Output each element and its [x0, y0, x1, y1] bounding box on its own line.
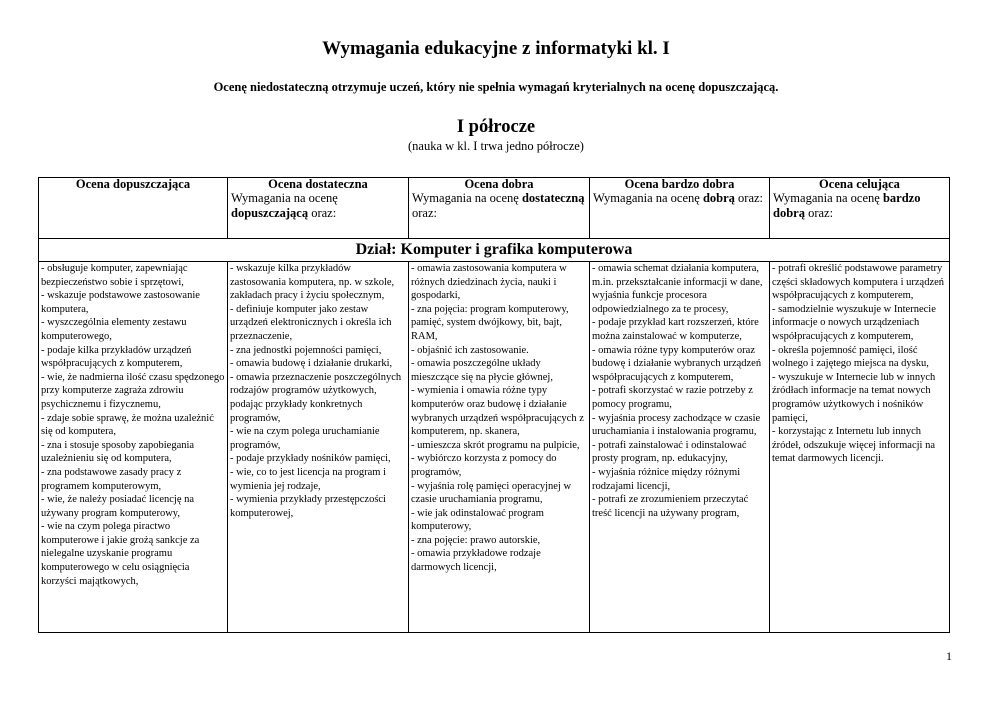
- section-title: Dział: Komputer i grafika komputerowa: [39, 239, 950, 262]
- requirement-item: - wie, że należy posiadać licencję na używany program komputerowy,: [41, 494, 195, 519]
- req-suffix: oraz:: [734, 191, 764, 205]
- requirement-item: - potrafi skorzystać w razie potrzeby z pomocy programu,: [592, 385, 753, 410]
- requirement-item: - podaje kilka przykładów urządzeń współpracujących z komputerem,: [41, 344, 192, 370]
- requirement-item: - wie, że nadmierna ilość czasu spędzonego przy komputerze zagraża zdrowiu psychicznemu i fizycznemu,: [41, 371, 225, 410]
- requirement-item: - zna i stosuje sposoby zapobiegania uzależnieniu się od komputera,: [41, 439, 195, 465]
- requirement-item: - obsługuje komputer, zapewniając bezpieczeństwo sobie i sprzętowi,: [41, 263, 188, 288]
- requirement-item: - wie na czym polega piractwo komputerowe i jakie grożą sankcje za nielegalne uzyskanie programu komputerowego w celu osiągnięcia korzyści majątkowych,: [41, 521, 200, 587]
- requirements-row: [39, 262, 950, 633]
- requirement-item: - zna pojęcia: program komputerowy, pamięć, system dwójkowy, bit, bajt, RAM,: [411, 303, 569, 342]
- requirement-item: - potrafi określić podstawowe parametry części składowych komputera i urządzeń współpracujących z komputerem,: [772, 263, 945, 302]
- requirement-item: - wie na czym polega uruchamianie programów,: [230, 426, 380, 451]
- grading-note: Ocenę niedostateczną otrzymuje uczeń, który nie spełnia wymagań kryterialnych na ocenę dopuszczającą.: [213, 80, 779, 94]
- req-suffix: oraz:: [412, 206, 437, 220]
- requirement-item: - definiuje komputer jako zestaw urządzeń elektronicznych i określa ich przeznaczenie,: [230, 303, 392, 342]
- grade-requirement: [592, 191, 767, 206]
- requirement-item: - umieszcza skrót programu na pulpicie,: [411, 439, 580, 451]
- requirement-item: - korzystając z Internetu lub innych źródeł, odszukuje więcej informacji na temat darmowych licencji.: [772, 426, 935, 465]
- req-grade: dopuszczającą: [231, 206, 309, 220]
- grade-name: Ocena dostateczna: [268, 177, 368, 191]
- grade-requirement: [772, 191, 947, 221]
- header-cell-bardzo-dobra: [590, 178, 770, 239]
- requirement-item: - wyszczególnia elementy zestawu komputerowego,: [41, 317, 187, 342]
- requirement-item: - omawia schemat działania komputera, m.in. przekształcanie informacji w dane, wyjaśnia funkcje procesora odpowiedzialnego za te procesy,: [592, 263, 763, 315]
- semester-subtitle: (nauka w kl. I trwa jedno półrocze): [408, 139, 584, 153]
- requirement-item: - zdaje sobie sprawę, że można uzależnić się od komputera,: [41, 412, 214, 438]
- document-title: Wymagania edukacyjne z informatyki kl. I: [322, 38, 670, 59]
- requirement-item: - wie jak odinstalować program komputerowy,: [411, 507, 544, 533]
- requirement-item: - objaśnić ich zastosowanie.: [411, 344, 529, 356]
- header-row: [39, 178, 950, 239]
- requirement-item: - wie, co to jest licencja na program i wymienia jej rodzaje,: [230, 466, 386, 492]
- requirements-cell-dopuszczajaca: [39, 262, 228, 633]
- requirement-item: - określa pojemność pamięci, ilość wolnego i zajętego miejsca na dysku,: [772, 344, 929, 370]
- requirement-item: - wskazuje podstawowe zastosowanie komputera,: [41, 290, 200, 315]
- req-prefix: Wymagania na ocenę: [773, 191, 883, 205]
- grade-requirement: [411, 191, 587, 221]
- requirement-item: - zna jednostki pojemności pamięci,: [230, 344, 382, 356]
- header-cell-dobra: [409, 178, 590, 239]
- grade-name: Ocena celująca: [819, 177, 900, 191]
- req-prefix: Wymagania na ocenę: [593, 191, 703, 205]
- req-grade: dobrą: [702, 191, 735, 205]
- header-cell-celujaca: [770, 178, 950, 239]
- requirement-item: - potrafi zainstalować i odinstalować prosty program, np. edukacyjny,: [592, 439, 747, 465]
- requirement-item: - potrafi ze zrozumieniem przeczytać treść licencji na używany program,: [592, 494, 749, 519]
- req-suffix: oraz:: [804, 206, 834, 220]
- req-prefix: Wymagania na ocenę: [412, 191, 522, 205]
- requirement-item: - omawia budowę i działanie drukarki,: [230, 358, 393, 370]
- requirement-item: - wymienia przykłady przestępczości komputerowej,: [230, 494, 386, 519]
- grade-name: Ocena dobra: [464, 177, 534, 191]
- grade-name: Ocena bardzo dobra: [624, 177, 735, 191]
- requirements-cell-celujaca: [770, 262, 950, 633]
- requirements-table: [38, 177, 950, 633]
- header-cell-dostateczna: [228, 178, 409, 239]
- page-number: 1: [946, 649, 952, 663]
- requirement-item: - wyszukuje w Internecie lub w innych źródłach informacje na temat nowych programów użytkowych i nośników pamięci,: [772, 371, 936, 424]
- requirements-cell-dostateczna: [228, 262, 409, 633]
- req-grade: dostateczną: [521, 191, 585, 205]
- requirement-item: - omawia zastosowania komputera w różnych dziedzinach życia, nauki i gospodarki,: [411, 263, 567, 302]
- requirement-item: - wyjaśnia różnice między różnymi rodzajami licencji,: [592, 466, 741, 492]
- requirement-item: - wybiórczo korzysta z pomocy do programów,: [411, 453, 557, 478]
- requirement-item: - podaje przykład kart rozszerzeń, które można zainstalować w komputerze,: [592, 317, 759, 342]
- requirement-item: - zna podstawowe zasady pracy z programem komputerowym,: [41, 466, 182, 492]
- grade-name: Ocena dopuszczająca: [75, 177, 191, 191]
- requirement-item: - omawia przeznaczenie poszczególnych rodzajów programów użytkowych, podając przykłady konkretnych programów,: [230, 371, 402, 424]
- section-row: [39, 239, 950, 262]
- header-cell-dopuszczajaca: [39, 178, 228, 239]
- requirement-item: - wymienia i omawia różne typy komputerów oraz budowę i działanie wybranych urządzeń współpracujących z komputerem, np. skanera,: [411, 385, 584, 438]
- requirement-item: - wyjaśnia rolę pamięci operacyjnej w czasie uruchamiania programu,: [411, 480, 572, 506]
- req-grade: bardzo dobrą: [773, 191, 921, 220]
- requirement-item: - wskazuje kilka przykładów zastosowania komputera, np. w szkole, zakładach pracy i życiu społecznym,: [230, 263, 395, 302]
- req-suffix: oraz:: [308, 206, 337, 220]
- requirement-item: - omawia różne typy komputerów oraz budowę i działanie wybranych urządzeń współpracujących z komputerem,: [592, 344, 762, 383]
- requirement-item: - omawia przykładowe rodzaje darmowych licencji,: [411, 548, 541, 574]
- req-prefix: Wymagania na ocenę: [231, 191, 338, 205]
- grade-requirement: [230, 191, 406, 221]
- requirements-cell-bardzo-dobra: [590, 262, 770, 633]
- requirement-item: - omawia poszczególne układy mieszczące się na płycie głównej,: [411, 358, 553, 383]
- requirement-item: - samodzielnie wyszukuje w Internecie informacje o nowych urządzeniach współpracujących z komputerem,: [772, 303, 936, 342]
- requirement-item: - podaje przykłady nośników pamięci,: [230, 453, 391, 465]
- requirement-item: - wyjaśnia procesy zachodzące w czasie uruchamiania i instalowania programu,: [592, 412, 761, 438]
- semester-title: I półrocze: [456, 117, 536, 137]
- requirement-item: - zna pojęcie: prawo autorskie,: [411, 534, 541, 546]
- requirements-cell-dobra: [409, 262, 590, 633]
